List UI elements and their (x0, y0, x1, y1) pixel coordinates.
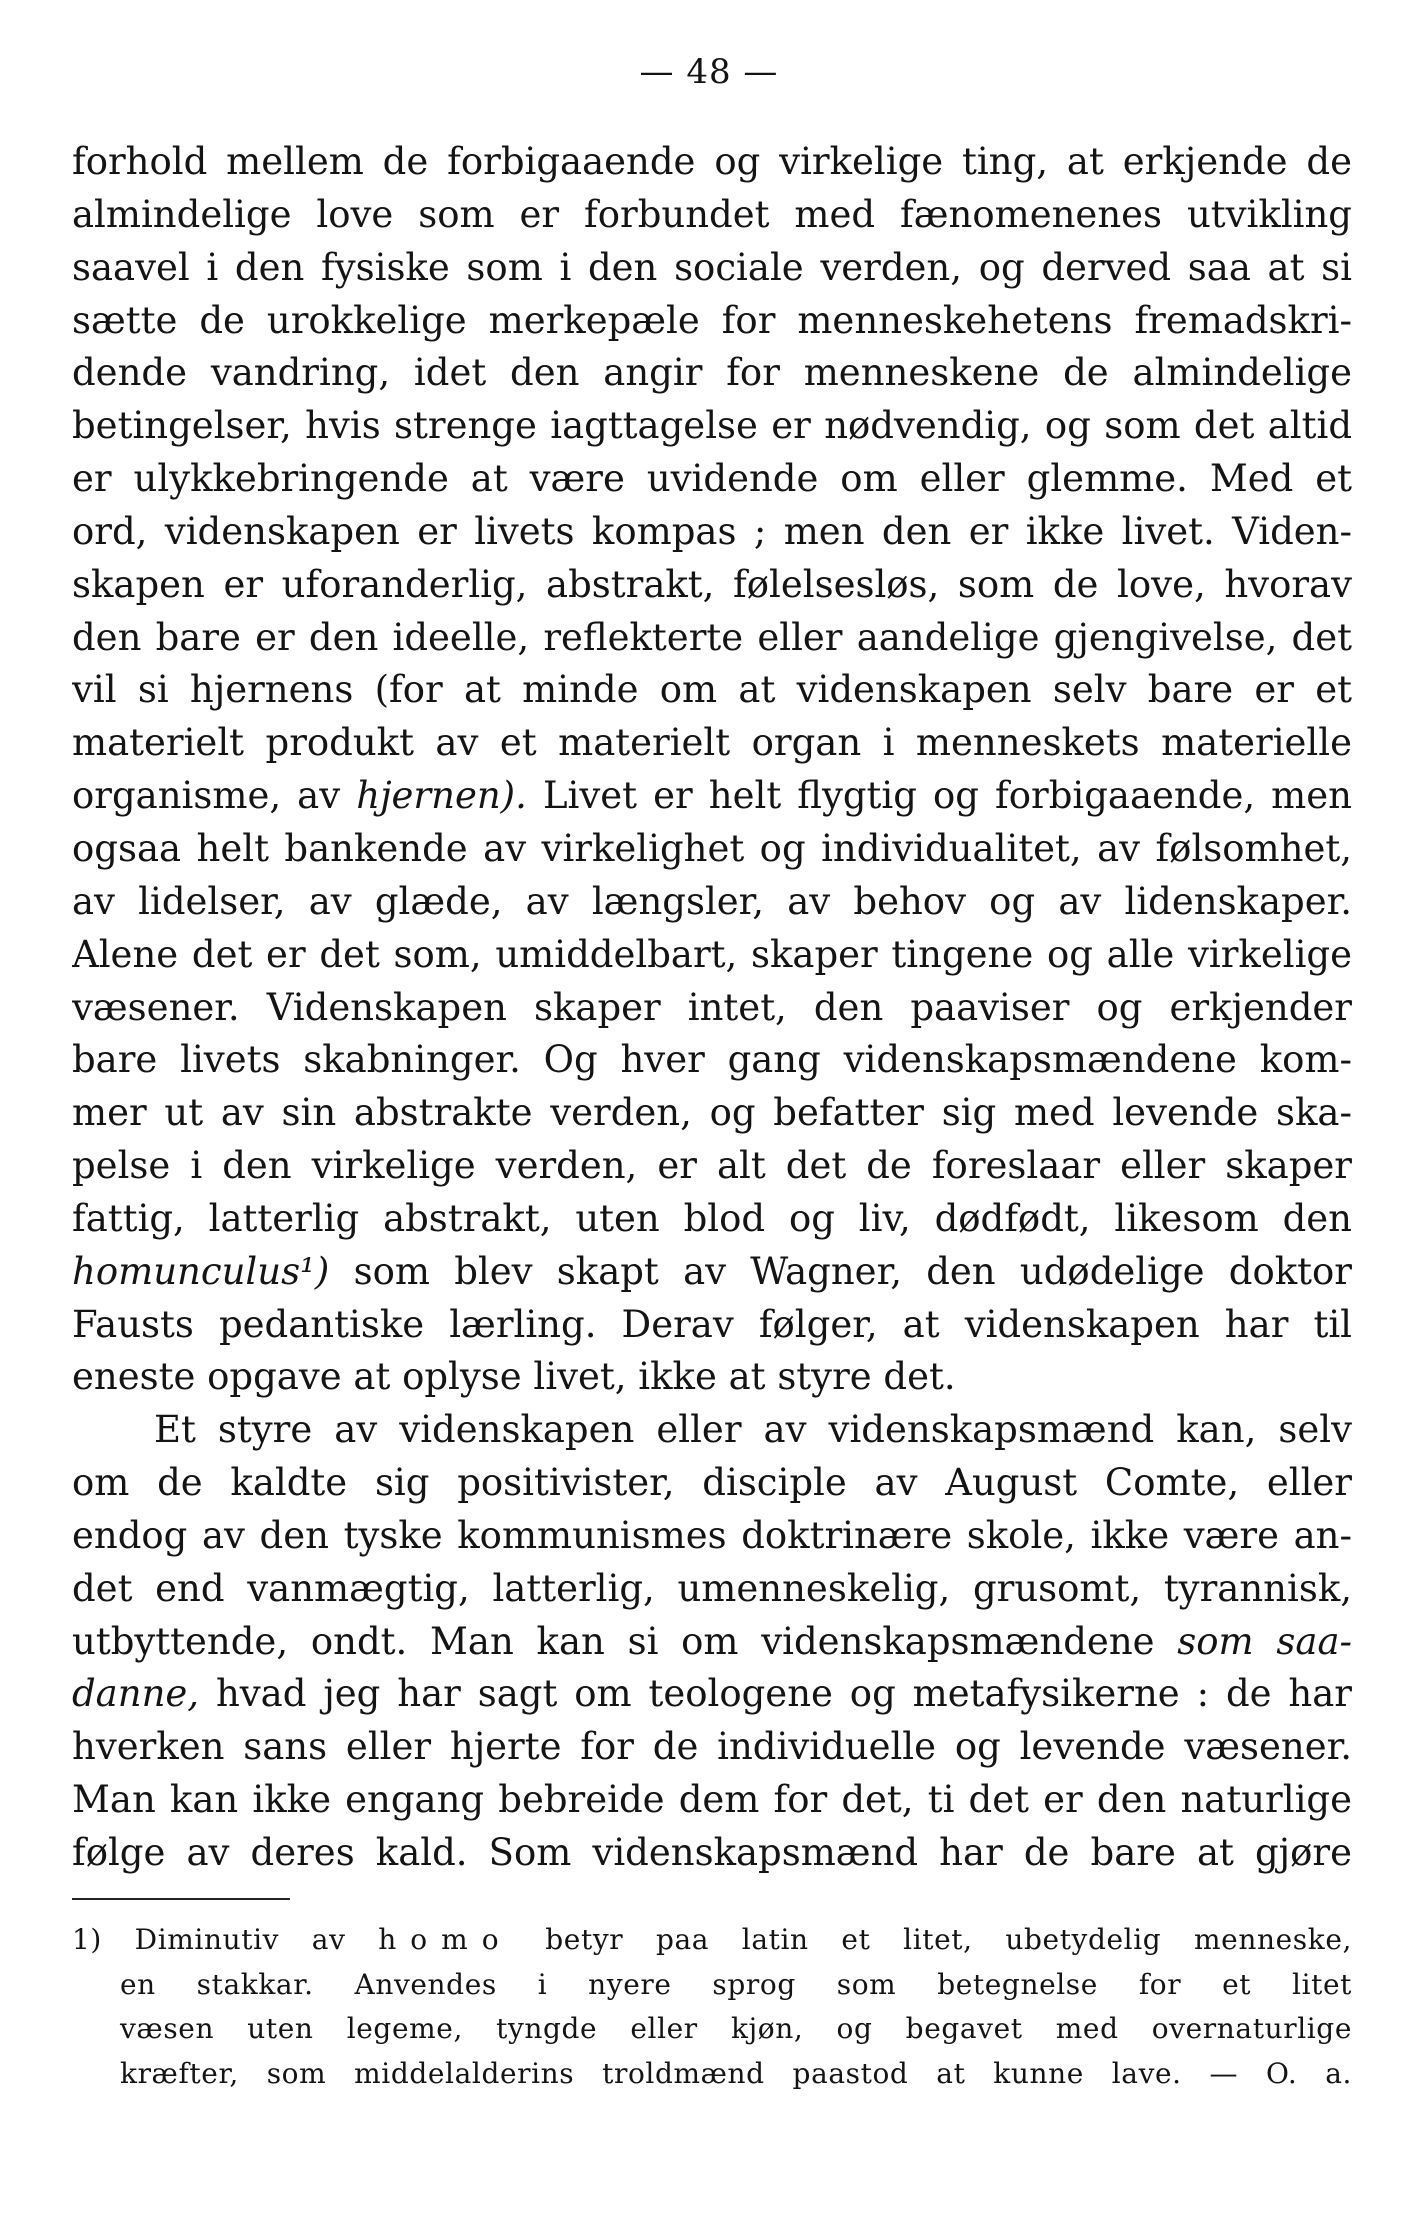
text-line: hverken sans eller hjerte for de individuelle og levende væsener. (72, 1725, 1352, 1769)
page-number: — 48 — (639, 52, 779, 92)
text-line: endog av den tyske kommunismes doktrinære skole, ikke være an- (72, 1513, 1352, 1557)
text-line: danne, hvad jeg har sagt om teologene og metafysikerne : de har (72, 1672, 1352, 1716)
text-line: saavel i den fysiske som i den sociale verden, og derved saa at si (72, 245, 1352, 289)
text-line: om de kaldte sig positivister, disciple av August Comte, eller (72, 1461, 1352, 1505)
text-line: den bare er den ideelle, reflekterte eller aandelige gjengivelse, det (72, 615, 1352, 659)
text-line: ord, videnskapen er livets kompas ; men den er ikke livet. Viden- (72, 509, 1352, 553)
italic-term: homunculus¹) (72, 1249, 330, 1293)
text-line: er ulykkebringende at være uvidende om eller glemme. Med et (72, 457, 1352, 501)
text-line: væsener. Videnskapen skaper intet, den paaviser og erkjender (72, 985, 1352, 1029)
spaced-term: homo (378, 1923, 513, 1956)
text-line: dende vandring, idet den angir for menneskene de almindelige (72, 351, 1352, 395)
text-line: pelse i den virkelige verden, er alt det de foreslaar eller skaper (72, 1144, 1352, 1188)
text-line: utbyttende, ondt. Man kan si om videnskapsmændene som saa- (72, 1619, 1352, 1663)
text-line: fattig, latterlig abstrakt, uten blod og liv, dødfødt, likesom den (72, 1196, 1352, 1240)
text-line: organisme, av hjernen). Livet er helt flygtig og forbigaaende, men (72, 774, 1352, 818)
italic-term: som saa- (1177, 1619, 1352, 1663)
footnote-marker: 1) (72, 1923, 102, 1956)
text-line: betingelser, hvis strenge iagttagelse er nødvendig, og som det altid (72, 404, 1352, 448)
text-line: det end vanmægtig, latterlig, umenneskelig, grusomt, tyrannisk, (72, 1566, 1352, 1610)
italic-term: danne, (72, 1672, 200, 1716)
text-line: Man kan ikke engang bebreide dem for det, ti det er den naturlige (72, 1778, 1352, 1822)
text-line: eneste opgave at oplyse livet, ikke at styre det. (72, 1355, 956, 1399)
footnote-line: kræfter, som middelalderins troldmænd paastod at kunne lave. — O. a. (120, 2056, 1352, 2090)
footnote-divider (72, 1898, 290, 1900)
footnote-line: væsen uten legeme, tyngde eller kjøn, og begavet med overnaturlige (120, 2012, 1352, 2045)
text-line: Fausts pedantiske lærling. Derav følger, at videnskapen har til (72, 1302, 1352, 1346)
text-line: homunculus¹) som blev skapt av Wagner, den udødelige doktor (72, 1249, 1352, 1293)
text-line: almindelige love som er forbundet med fænomenenes utvikling (72, 192, 1352, 236)
text-line: skapen er uforanderlig, abstrakt, følelsesløs, som de love, hvorav (72, 562, 1352, 606)
text-line: av lidelser, av glæde, av længsler, av behov og av lidenskaper. (72, 879, 1352, 923)
text-line: materielt produkt av et materielt organ i menneskets materielle (72, 721, 1352, 765)
text-line: sætte de urokkelige merkepæle for menneskehetens fremadskri- (72, 298, 1352, 342)
body-text (72, 136, 1352, 1880)
text-line: følge av deres kald. Som videnskapsmænd har de bare at gjøre (72, 1831, 1352, 1874)
footnote (72, 1918, 1352, 2096)
text-line: ogsaa helt bankende av virkelighet og individualitet, av følsomhet, (72, 826, 1352, 870)
footnote-line: 1) Diminutiv av homo betyr paa latin et litet, ubetydelig menneske, (72, 1923, 1352, 1956)
text-line: forhold mellem de forbigaaende og virkelige ting, at erkjende de (72, 140, 1352, 183)
italic-term: hjernen). (356, 774, 527, 818)
text-line: mer ut av sin abstrakte verden, og befatter sig med levende ska- (72, 1091, 1352, 1135)
text-line: Alene det er det som, umiddelbart, skaper tingene og alle virkelige (72, 932, 1352, 976)
text-line: vil si hjernens (for at minde om at videnskapen selv bare er et (72, 668, 1352, 712)
text-line: Et styre av videnskapen eller av videnskapsmænd kan, selv (154, 1408, 1352, 1452)
text-line: bare livets skabninger. Og hver gang videnskapsmændene kom- (72, 1038, 1352, 1082)
footnote-line: en stakkar. Anvendes i nyere sprog som betegnelse for et litet (120, 1967, 1352, 2001)
